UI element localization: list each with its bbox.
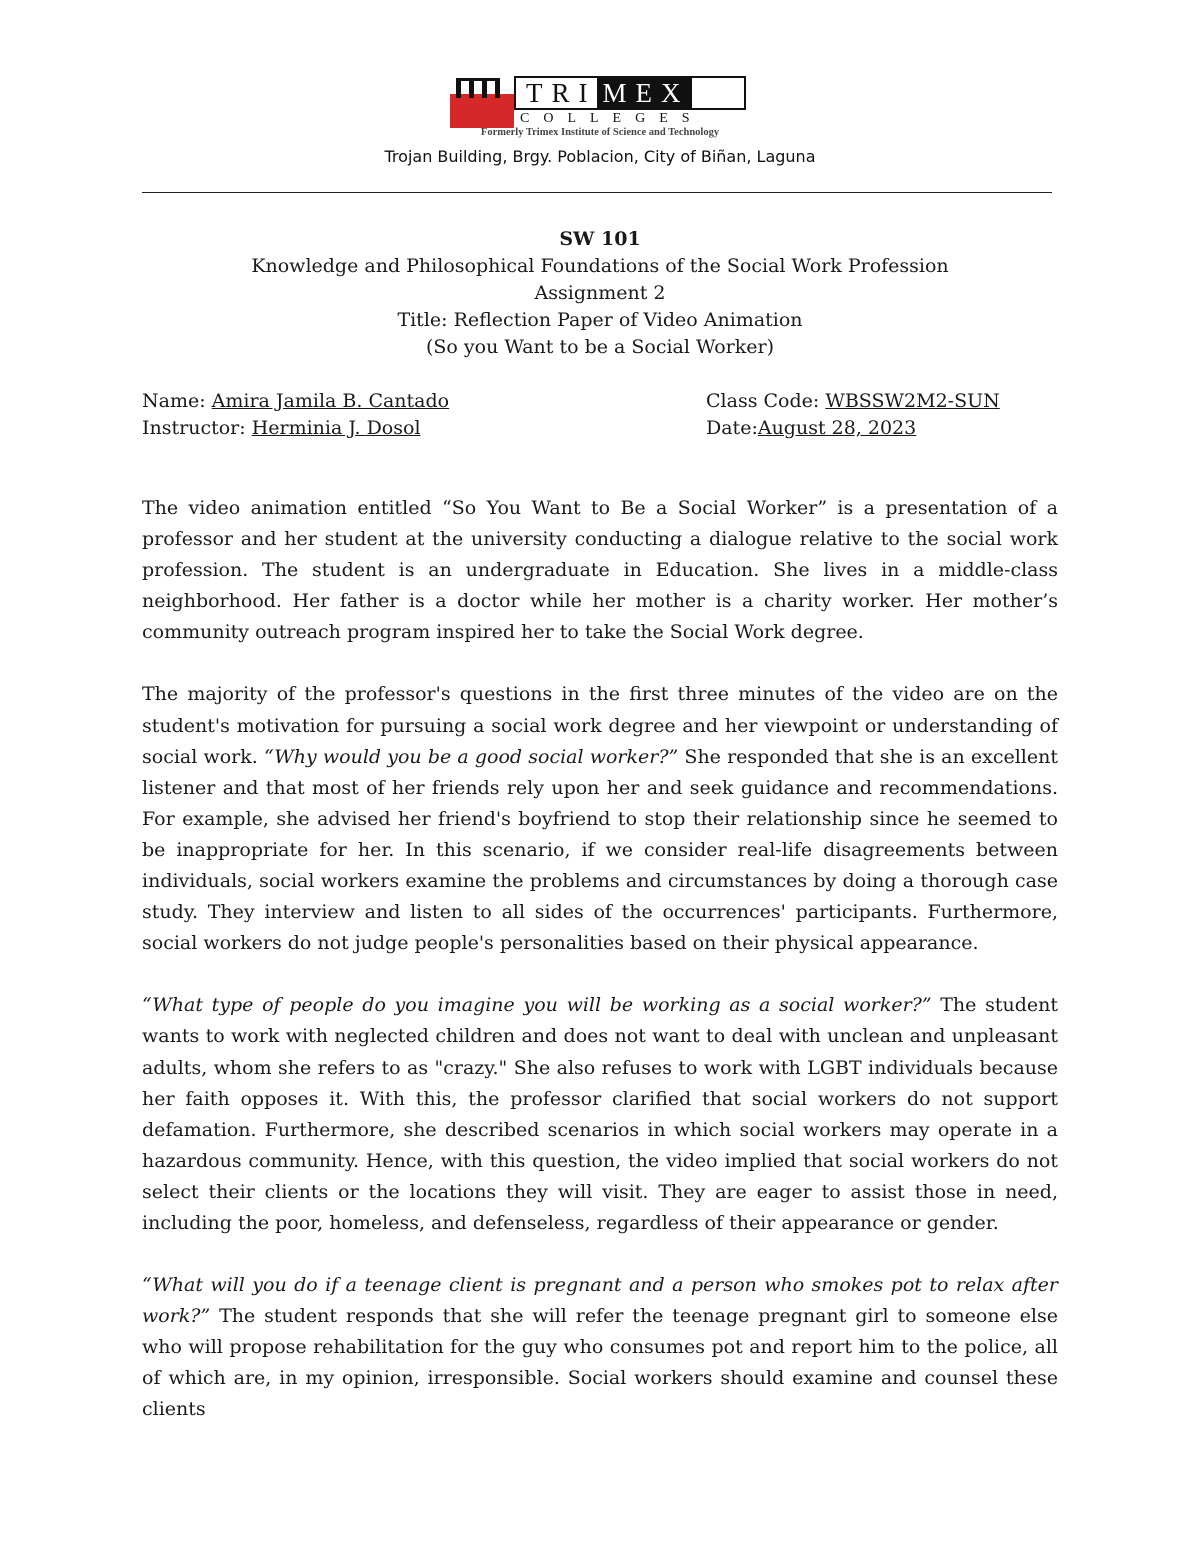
- paragraph-2-lead: The majority of the professor's questions in the first three minutes of the video are on the student's motivation for pursuing a social work degree and her viewpoint or understanding of social work.: [142, 683, 1058, 768]
- logo-name-part2: MEX: [597, 78, 692, 108]
- date-value: August 28, 2023: [757, 417, 917, 439]
- logo-formerly-text: Formerly Trimex Institute of Science and Technology: [480, 127, 720, 138]
- instructor-name: Herminia J. Dosol: [251, 417, 421, 439]
- paper-title: Title: Reflection Paper of Video Animation: [397, 309, 803, 331]
- logo-name-part1: TRI: [526, 78, 597, 108]
- class-code-row: [706, 388, 1000, 415]
- instructor-row: [142, 415, 421, 442]
- paragraph-2-text: She responded that she is an excellent listener and that most of her friends rely upon her and seek guidance and recommendations. For example, she advised her friend's boyfriend to stop their relationship since he seemed to be inappropriate for her. In this scenario, if we consider real-life disagreements between individuals, social workers examine the problems and circumstances by doing a thorough case study. They interview and listen to all sides of the occurrences' participants. Furthermore, social workers do not judge people's personalities based on their physical appearance.: [142, 745, 1058, 955]
- paragraph-4: [142, 1270, 1058, 1425]
- paragraph-3-text: The student wants to work with neglected children and does not want to deal with unclean and unpleasant adults, whom she refers to as "crazy." She also refuses to work with LGBT individuals because her faith opposes it. With this, the professor clarified that social workers do not support defamation. Furthermore, she described scenarios in which social workers may operate in a hazardous community. Hence, with this question, the video implied that social workers do not select their clients or the locations they will visit. They are eager to assist those in need, including the poor, homeless, and defenseless, regardless of their appearance or gender.: [142, 994, 1058, 1234]
- class-code-label: Class Code:: [706, 390, 826, 412]
- body-text: [142, 493, 1058, 1426]
- paragraph-4-text: The student responds that she will refer the teenage pregnant girl to someone else who will propose rehabilitation for the guy who consumes pot and report him to the police, all of which are, in my opinion, irresponsible. Social workers should examine and counsel these clients: [142, 1305, 1058, 1421]
- factory-logo-icon: [450, 78, 514, 128]
- logo-wordmark: [514, 76, 746, 110]
- class-code: WBSSW2M2-SUN: [825, 390, 1000, 412]
- school-address: Trojan Building, Brgy. Poblacion, City of Biñan, Laguna: [384, 147, 816, 166]
- paragraph-2: [142, 679, 1058, 959]
- paragraph-1: [142, 493, 1058, 648]
- course-code: SW 101: [559, 228, 641, 250]
- title-block: [0, 226, 1200, 361]
- student-name-row: [142, 388, 449, 415]
- instructor-label: Instructor:: [142, 417, 252, 439]
- date-row: [706, 415, 916, 442]
- header-divider: [142, 192, 1052, 193]
- paper-subtitle: (So you Want to be a Social Worker): [425, 336, 775, 358]
- paragraph-3-question: “What type of people do you imagine you will be working as a social worker?”: [142, 994, 932, 1017]
- date-label: Date:: [706, 417, 758, 439]
- name-label: Name:: [142, 390, 212, 412]
- paragraph-2-question: “Why would you be a good social worker?”: [263, 745, 679, 768]
- paragraph-1-text: The video animation entitled “So You Want to Be a Social Worker” is a presentation of a professor and her student at the university conducting a dialogue relative to the social work profession. The student is an undergraduate in Education. She lives in a middle-class neighborhood. Her father is a doctor while her mother is a charity worker. Her mother’s community outreach program inspired her to take the Social Work degree.: [142, 497, 1058, 644]
- paragraph-4-question: “What will you do if a teenage client is pregnant and a person who smokes pot to relax after work?”: [142, 1274, 1058, 1328]
- logo-subtitle: COLLEGES: [520, 111, 704, 126]
- assignment-number: Assignment 2: [534, 282, 666, 304]
- student-name: Amira Jamila B. Cantado: [211, 390, 450, 412]
- course-title: Knowledge and Philosophical Foundations of the Social Work Profession: [251, 255, 949, 277]
- trimex-logo: [450, 74, 750, 140]
- paragraph-3: [142, 990, 1058, 1239]
